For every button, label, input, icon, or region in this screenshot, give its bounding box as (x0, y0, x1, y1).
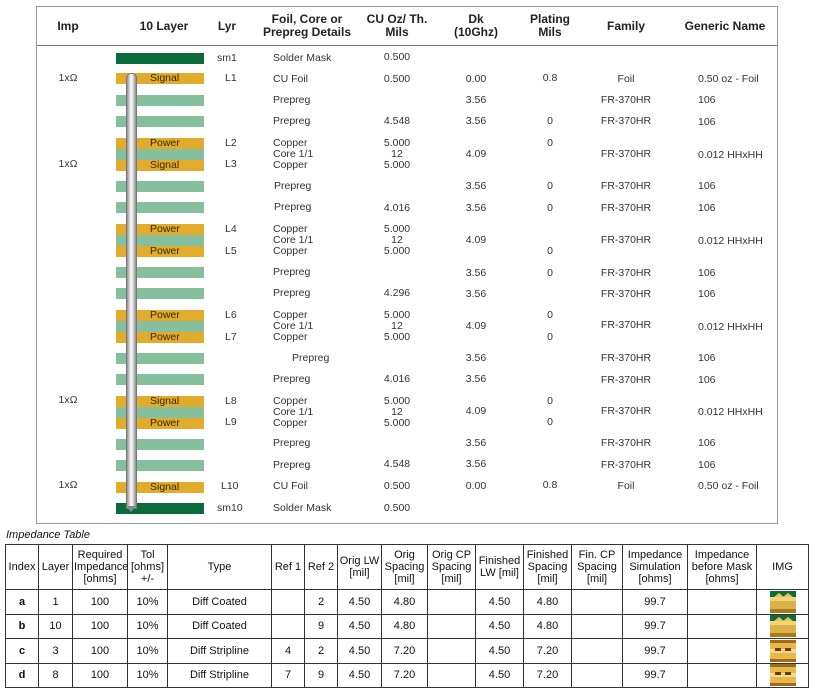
cell-layer: 1 (39, 590, 73, 615)
cell-finished-lw: 4.50 (476, 590, 524, 615)
cell-impedance-before-mask (688, 663, 757, 688)
lyr-label: L10 (221, 480, 239, 492)
impedance-row (6, 614, 809, 639)
plating-value: 0 (547, 309, 553, 321)
cell-ref1 (272, 614, 305, 639)
cu-value: 12 (391, 148, 403, 160)
impedance-table (5, 544, 809, 688)
col-header-finished-lw: Finished LW [mil] (476, 545, 524, 590)
cell-finished-lw: 4.50 (476, 663, 524, 688)
detail-text: Prepreg (292, 352, 330, 364)
header-divider (37, 45, 777, 46)
detail-text: Prepreg (273, 94, 311, 106)
lyr-label: L9 (225, 416, 237, 428)
cell-fin-cp-spacing (572, 639, 623, 664)
cell-orig-spacing: 7.20 (382, 663, 428, 688)
header-lyr: Lyr (217, 18, 237, 33)
generic-value: 106 (698, 459, 716, 471)
family-value: FR-370HR (600, 148, 652, 160)
header-family: Family (606, 18, 645, 33)
family-value: FR-370HR (600, 234, 652, 246)
cell-fin-cp-spacing (572, 614, 623, 639)
cu-value: 5.000 (383, 137, 411, 149)
cell-orig-lw: 4.50 (338, 590, 382, 615)
dk-value: 3.56 (465, 352, 487, 364)
cell-orig-lw: 4.50 (338, 639, 382, 664)
cell-orig-cp-spacing (428, 639, 476, 664)
header-details: Foil, Core or Prepreg Details (262, 12, 352, 39)
cu-value: 4.016 (383, 373, 411, 385)
header-layers: 10 Layer (139, 18, 189, 33)
cell-orig-cp-spacing (428, 590, 476, 615)
cell-impedance-before-mask (688, 639, 757, 664)
generic-value: 0.012 HHxHH (698, 235, 763, 247)
cell-img (757, 663, 809, 688)
layer-bar-label: Power (150, 331, 180, 343)
cell-tol: 10% (128, 639, 168, 664)
impedance-table-body (6, 590, 809, 688)
generic-value: 106 (698, 352, 716, 364)
col-header-orig-spacing: Orig Spacing [mil] (382, 545, 428, 590)
layer-bar-label: Signal (150, 159, 180, 171)
col-header-orig-lw: Orig LW [mil] (338, 545, 382, 590)
cell-layer: 10 (39, 614, 73, 639)
cell-tol: 10% (128, 663, 168, 688)
detail-text: Copper (273, 309, 308, 321)
col-header-layer: Layer (39, 545, 73, 590)
header-generic: Generic Name (684, 18, 766, 33)
stripline-icon (770, 664, 796, 686)
coated-microstrip-icon (770, 591, 796, 613)
dk-value: 3.56 (465, 437, 487, 449)
generic-value: 106 (698, 202, 716, 214)
cell-ref1: 4 (272, 639, 305, 664)
cell-ref2: 2 (305, 639, 338, 664)
detail-text: Copper (273, 245, 308, 257)
cu-value: 5.000 (383, 159, 411, 171)
cu-value: 5.000 (383, 309, 411, 321)
col-header-ref1: Ref 1 (272, 545, 305, 590)
cu-value: 12 (391, 320, 403, 332)
family-value: Foil (617, 73, 635, 85)
plating-value: 0 (547, 267, 553, 279)
cell-img (757, 614, 809, 639)
impedance-table-title: Impedance Table (6, 529, 90, 541)
cu-value: 4.548 (383, 458, 411, 470)
cu-value: 5.000 (383, 331, 411, 343)
plating-value: 0 (547, 137, 553, 149)
cu-value: 12 (391, 234, 403, 246)
cell-fin-cp-spacing (572, 590, 623, 615)
cell-finished-lw: 4.50 (476, 614, 524, 639)
lyr-label: L1 (225, 72, 237, 84)
family-value: FR-370HR (600, 115, 652, 127)
generic-value: 106 (698, 437, 716, 449)
cell-required-impedance: 100 (73, 614, 128, 639)
lyr-label: L3 (225, 158, 237, 170)
cell-finished-spacing: 4.80 (524, 614, 572, 639)
cu-value: 5.000 (383, 417, 411, 429)
layer-bar-label: Power (150, 309, 180, 321)
cell-tol: 10% (128, 614, 168, 639)
cell-orig-cp-spacing (428, 663, 476, 688)
cell-type: Diff Coated (168, 614, 272, 639)
lyr-label: sm10 (217, 502, 243, 514)
cell-impedance-before-mask (688, 614, 757, 639)
col-header-ref2: Ref 2 (305, 545, 338, 590)
cu-value: 4.548 (383, 115, 411, 127)
detail-text: Solder Mask (273, 502, 332, 514)
layer-bar-label: Power (150, 223, 180, 235)
layer-bar-solder-mask-top (116, 53, 204, 64)
cell-type: Diff Stripline (168, 639, 272, 664)
dk-value: 4.09 (465, 148, 487, 160)
family-value: FR-370HR (600, 437, 652, 449)
generic-value: 106 (698, 267, 716, 279)
plating-value: 0.8 (542, 72, 558, 84)
cu-value: 5.000 (383, 395, 411, 407)
layer-bar-label: Signal (150, 395, 180, 407)
col-header-index: Index (6, 545, 39, 590)
cell-orig-lw: 4.50 (338, 663, 382, 688)
cell-orig-lw: 4.50 (338, 614, 382, 639)
col-header-tol: Tol [ohms] +/- (128, 545, 168, 590)
dk-value: 3.56 (465, 180, 487, 192)
family-value: FR-370HR (600, 288, 652, 300)
cu-value: 0.500 (383, 51, 411, 63)
family-value: FR-370HR (600, 94, 652, 106)
detail-text: Copper (273, 395, 308, 407)
dk-value: 3.56 (465, 202, 487, 214)
cell-img (757, 639, 809, 664)
impedance-row (6, 639, 809, 664)
layer-bar-label: Power (150, 245, 180, 257)
detail-text: Copper (273, 417, 308, 429)
lyr-label: L5 (225, 245, 237, 257)
imp-marker: 1xΩ (58, 72, 78, 84)
cell-layer: 8 (39, 663, 73, 688)
lyr-label: sm1 (217, 52, 237, 64)
dk-value: 3.56 (465, 458, 487, 470)
cell-orig-spacing: 7.20 (382, 639, 428, 664)
cell-layer: 3 (39, 639, 73, 664)
detail-text: Copper (273, 331, 308, 343)
plating-value: 0 (547, 395, 553, 407)
header-cu: CU Oz/ Th. Mils (366, 12, 428, 39)
family-value: FR-370HR (600, 352, 652, 364)
plating-value: 0 (547, 416, 553, 428)
lyr-label: L2 (225, 137, 237, 149)
dk-value: 3.56 (465, 373, 487, 385)
imp-marker: 1xΩ (58, 394, 78, 406)
cell-ref1 (272, 590, 305, 615)
detail-text: Copper (273, 159, 308, 171)
cell-finished-spacing: 7.20 (524, 663, 572, 688)
coated-microstrip-icon (770, 615, 796, 637)
cell-type: Diff Stripline (168, 663, 272, 688)
cell-impedance-before-mask (688, 590, 757, 615)
generic-value: 106 (698, 116, 716, 128)
generic-value: 106 (698, 374, 716, 386)
detail-text: Prepreg (273, 459, 311, 471)
col-header-impedance-before-mask: Impedance before Mask [ohms] (688, 545, 757, 590)
plating-value: 0 (547, 180, 553, 192)
cell-index: d (6, 663, 39, 688)
cell-impedance-simulation: 99.7 (623, 663, 688, 688)
cu-value: 5.000 (383, 245, 411, 257)
generic-value: 0.50 oz - Foil (698, 480, 759, 492)
detail-text: Core 1/1 (273, 406, 314, 418)
col-header-required-impedance: Required Impedance [ohms] (73, 545, 128, 590)
layer-bar-label: Signal (150, 72, 180, 84)
col-header-impedance-simulation: Impedance Simulation [ohms] (623, 545, 688, 590)
cell-tol: 10% (128, 590, 168, 615)
detail-text: Prepreg (274, 180, 312, 192)
detail-text: Prepreg (273, 266, 311, 278)
detail-text: Solder Mask (273, 52, 332, 64)
cell-type: Diff Coated (168, 590, 272, 615)
family-value: FR-370HR (600, 202, 652, 214)
plating-value: 0 (547, 115, 553, 127)
cu-value: 5.000 (383, 223, 411, 235)
cell-ref2: 9 (305, 614, 338, 639)
generic-value: 0.50 oz - Foil (698, 73, 759, 85)
cu-value: 4.296 (383, 287, 411, 299)
detail-text: Prepreg (274, 201, 312, 213)
detail-text: Prepreg (273, 115, 311, 127)
lyr-label: L8 (225, 395, 237, 407)
col-header-fin-cp-spacing: Fin. CP Spacing [mil] (572, 545, 623, 590)
impedance-header-row (6, 545, 809, 590)
plating-value: 0 (547, 331, 553, 343)
family-value: FR-370HR (600, 374, 652, 386)
dk-value: 3.56 (465, 288, 487, 300)
cell-orig-spacing: 4.80 (382, 614, 428, 639)
cell-index: b (6, 614, 39, 639)
stripline-icon (770, 640, 796, 662)
col-header-orig-cp-spacing: Orig CP Spacing [mil] (428, 545, 476, 590)
dk-value: 3.56 (465, 94, 487, 106)
dk-value: 4.09 (465, 320, 487, 332)
cu-value: 0.500 (383, 480, 411, 492)
dk-value: 3.56 (465, 115, 487, 127)
cell-index: a (6, 590, 39, 615)
layer-bar-label: Signal (150, 481, 180, 493)
detail-text: CU Foil (273, 73, 309, 85)
layer-bar-label: Power (150, 137, 180, 149)
cell-img (757, 590, 809, 615)
col-header-finished-spacing: Finished Spacing [mil] (524, 545, 572, 590)
layer-bar-label: Power (150, 417, 180, 429)
header-dk: Dk (10Ghz) (453, 12, 498, 39)
cell-finished-lw: 4.50 (476, 639, 524, 664)
cell-impedance-simulation: 99.7 (623, 639, 688, 664)
generic-value: 0.012 HHxHH (698, 406, 763, 418)
family-value: FR-370HR (600, 267, 652, 279)
cu-value: 0.500 (383, 73, 411, 85)
cell-ref2: 2 (305, 590, 338, 615)
dk-value: 3.56 (465, 267, 487, 279)
detail-text: CU Foil (273, 480, 309, 492)
dk-value: 4.09 (465, 405, 487, 417)
detail-text: Copper (273, 137, 308, 149)
cu-value: 4.016 (383, 202, 411, 214)
through-via-icon (126, 73, 137, 509)
imp-marker: 1xΩ (58, 479, 78, 491)
generic-value: 106 (698, 94, 716, 106)
dk-value: 4.09 (465, 234, 487, 246)
dk-value: 0.00 (465, 73, 487, 85)
cu-value: 12 (391, 406, 403, 418)
cell-finished-spacing: 7.20 (524, 639, 572, 664)
detail-text: Copper (273, 223, 308, 235)
detail-text: Core 1/1 (273, 320, 314, 332)
cell-required-impedance: 100 (73, 663, 128, 688)
cell-ref1: 7 (272, 663, 305, 688)
lyr-label: L6 (225, 309, 237, 321)
cell-orig-cp-spacing (428, 614, 476, 639)
generic-value: 106 (698, 288, 716, 300)
cell-ref2: 9 (305, 663, 338, 688)
cell-index: c (6, 639, 39, 664)
family-value: Foil (617, 480, 635, 492)
family-value: FR-370HR (600, 405, 652, 417)
header-plating: Plating Mils (529, 12, 570, 39)
lyr-label: L4 (225, 223, 237, 235)
impedance-row (6, 663, 809, 688)
cu-value: 0.500 (383, 502, 411, 514)
family-value: FR-370HR (600, 319, 652, 331)
cell-required-impedance: 100 (73, 639, 128, 664)
cell-impedance-simulation: 99.7 (623, 614, 688, 639)
generic-value: 0.012 HHxHH (698, 321, 763, 333)
cell-fin-cp-spacing (572, 663, 623, 688)
cell-required-impedance: 100 (73, 590, 128, 615)
plating-value: 0 (547, 245, 553, 257)
detail-text: Core 1/1 (273, 234, 314, 246)
impedance-row (6, 590, 809, 615)
cell-impedance-simulation: 99.7 (623, 590, 688, 615)
detail-text: Prepreg (273, 437, 311, 449)
col-header-type: Type (168, 545, 272, 590)
header-imp: Imp (57, 18, 79, 33)
plating-value: 0.8 (542, 479, 558, 491)
via-tip-icon (126, 506, 136, 512)
cell-orig-spacing: 4.80 (382, 590, 428, 615)
cell-finished-spacing: 4.80 (524, 590, 572, 615)
family-value: FR-370HR (600, 459, 652, 471)
detail-text: Prepreg (273, 287, 311, 299)
family-value: FR-370HR (600, 180, 652, 192)
detail-text: Prepreg (273, 373, 311, 385)
col-header-img: IMG (757, 545, 809, 590)
detail-text: Core 1/1 (273, 148, 314, 160)
dk-value: 0.00 (465, 480, 487, 492)
generic-value: 106 (698, 180, 716, 192)
imp-marker: 1xΩ (58, 158, 78, 170)
lyr-label: L7 (225, 331, 237, 343)
stackup-panel (36, 6, 778, 524)
plating-value: 0 (547, 202, 553, 214)
generic-value: 0.012 HHxHH (698, 149, 763, 161)
